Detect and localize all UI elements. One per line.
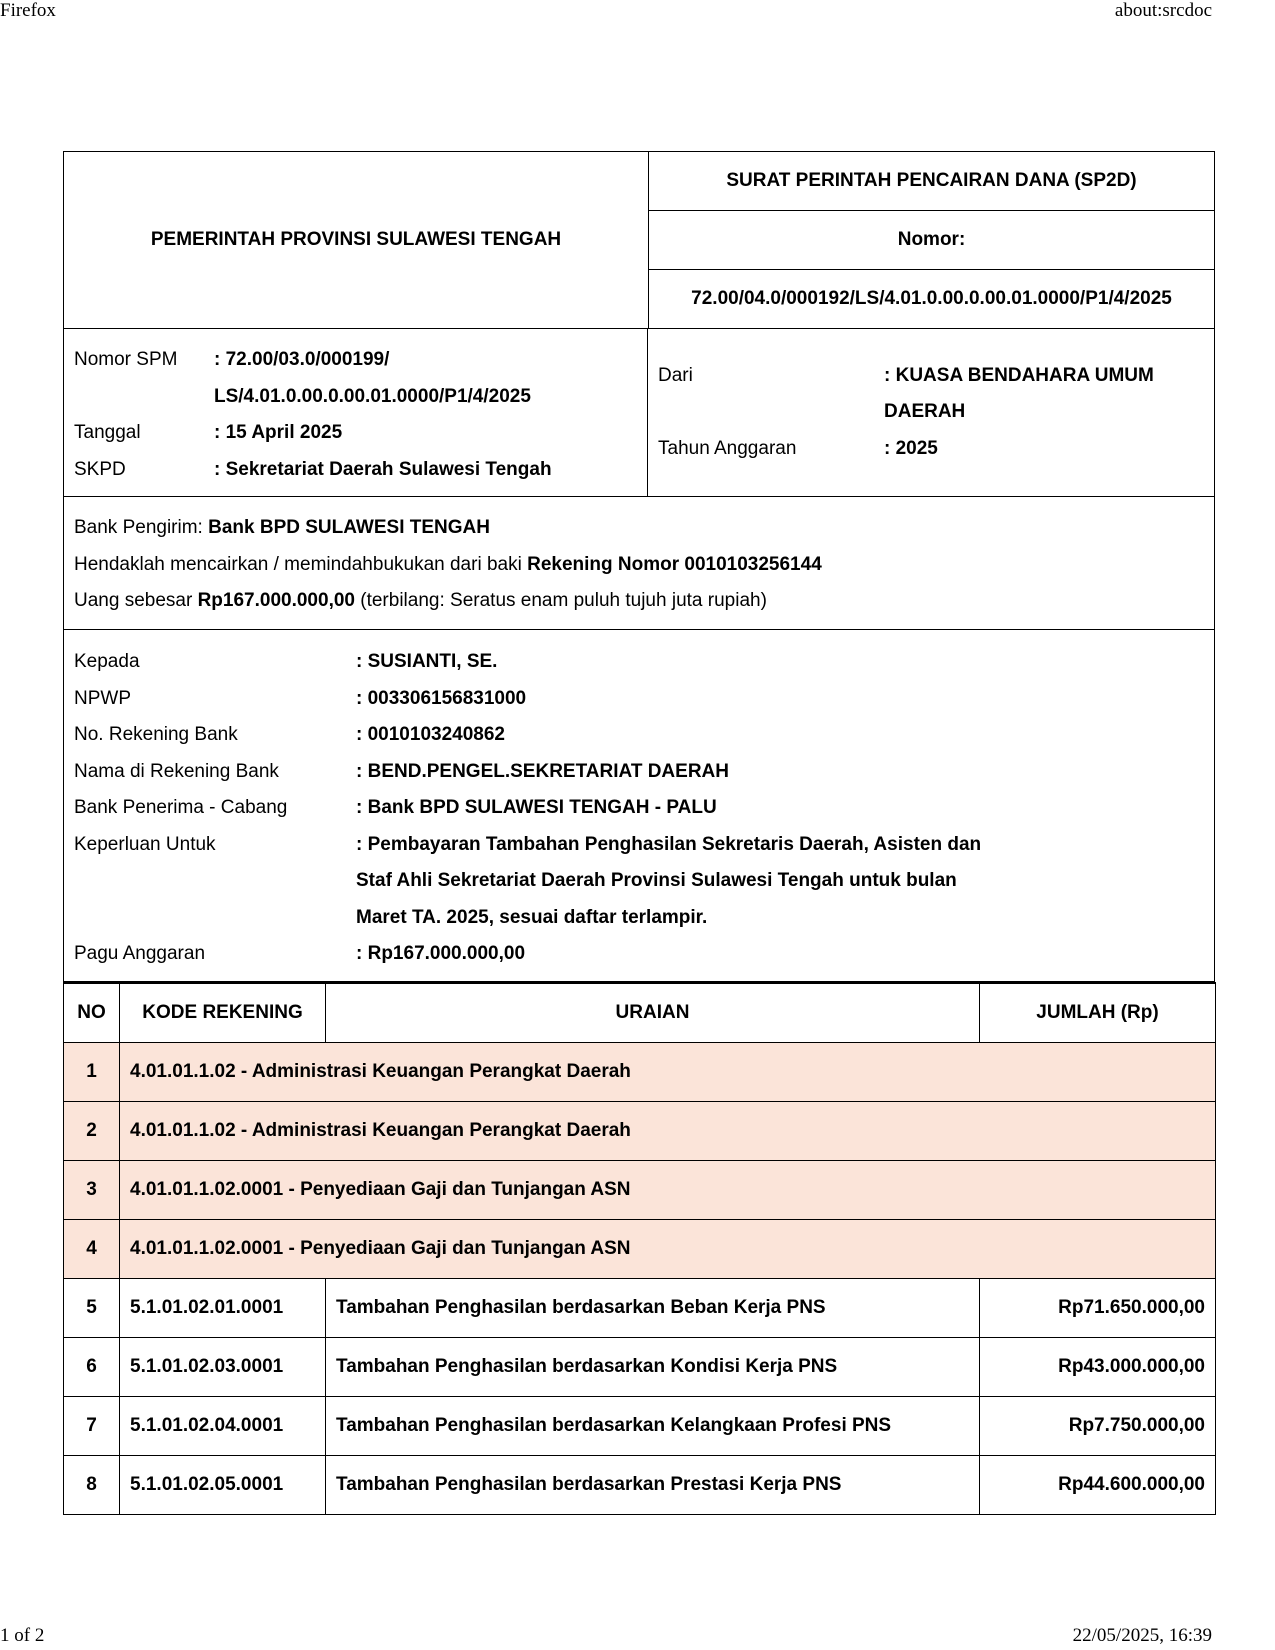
tahun-anggaran-value: : 2025 bbox=[884, 437, 938, 459]
jumlah-cell: Rp71.650.000,00 bbox=[980, 1278, 1216, 1337]
kode-rekening-cell: 5.1.01.02.03.0001 bbox=[120, 1337, 326, 1396]
tanggal-value: : 15 April 2025 bbox=[214, 422, 343, 443]
jumlah-cell: Rp44.600.000,00 bbox=[980, 1455, 1216, 1514]
row-number: 1 bbox=[64, 1042, 120, 1101]
recipient-label: Kepada bbox=[74, 651, 140, 672]
group-description: 4.01.01.1.02 - Administrasi Keuangan Perangkat Daerah bbox=[120, 1101, 1216, 1160]
table-group-row bbox=[64, 1219, 1216, 1278]
instruksi-line bbox=[74, 547, 1204, 584]
table-group-row bbox=[64, 1101, 1216, 1160]
keperluan-row bbox=[74, 827, 1204, 937]
print-timestamp: 22/05/2025, 16:39 bbox=[1072, 1625, 1212, 1646]
recipient-label: Nama di Rekening Bank bbox=[74, 760, 279, 782]
terbilang-text: (terbilang: Seratus enam puluh tujuh juta rupiah) bbox=[354, 590, 767, 611]
skpd-row bbox=[74, 452, 637, 489]
document-header bbox=[63, 151, 1215, 329]
page-url: about:srcdoc bbox=[1114, 0, 1212, 21]
recipient-value: : 0010103240862 bbox=[356, 724, 505, 745]
column-header-no: NO bbox=[64, 983, 120, 1042]
tanggal-label: Tanggal bbox=[74, 422, 141, 443]
table-group-row bbox=[64, 1042, 1216, 1101]
column-header-jumlah: JUMLAH (Rp) bbox=[980, 983, 1216, 1042]
kode-rekening-cell: 5.1.01.02.01.0001 bbox=[120, 1278, 326, 1337]
dari-label: Dari bbox=[658, 364, 693, 386]
spm-info-section bbox=[63, 329, 1215, 497]
group-description: 4.01.01.1.02 - Administrasi Keuangan Perangkat Daerah bbox=[120, 1042, 1216, 1101]
recipient-row bbox=[74, 644, 1204, 681]
pagu-anggaran-label: Pagu Anggaran bbox=[74, 943, 206, 964]
recipient-section bbox=[63, 630, 1215, 982]
recipient-row bbox=[74, 717, 1204, 754]
sp2d-document bbox=[63, 151, 1215, 1515]
spm-number-row bbox=[74, 342, 637, 415]
table-group-row bbox=[64, 1160, 1216, 1219]
document-number-label: Nomor: bbox=[649, 210, 1214, 269]
uraian-cell: Tambahan Penghasilan berdasarkan Prestasi Kerja PNS bbox=[326, 1455, 980, 1514]
recipient-label: Bank Penerima - Cabang bbox=[74, 797, 288, 818]
group-description: 4.01.01.1.02.0001 - Penyediaan Gaji dan Tunjangan ASN bbox=[120, 1160, 1216, 1219]
spm-info-left bbox=[64, 329, 648, 496]
tahun-anggaran-label: Tahun Anggaran bbox=[658, 437, 797, 459]
spm-number-line2: LS/4.01.0.00.0.00.01.0000/P1/4/2025 bbox=[214, 385, 531, 407]
browser-app-name: Firefox bbox=[0, 0, 56, 21]
recipient-value: : SUSIANTI, SE. bbox=[356, 651, 498, 672]
uang-label: Uang sebesar bbox=[74, 590, 198, 611]
row-number: 7 bbox=[64, 1396, 120, 1455]
uraian-cell: Tambahan Penghasilan berdasarkan Kondisi Kerja PNS bbox=[326, 1337, 980, 1396]
table-row bbox=[64, 1455, 1216, 1514]
keperluan-label: Keperluan Untuk bbox=[74, 833, 216, 855]
rekening-sumber: Rekening Nomor 0010103256144 bbox=[527, 553, 822, 575]
bank-pengirim-line bbox=[74, 510, 1204, 547]
row-number: 8 bbox=[64, 1455, 120, 1514]
document-title: SURAT PERINTAH PENCAIRAN DANA (SP2D) bbox=[726, 170, 1137, 191]
uraian-cell: Tambahan Penghasilan berdasarkan Beban Kerja PNS bbox=[326, 1278, 980, 1337]
row-number: 4 bbox=[64, 1219, 120, 1278]
group-description: 4.01.01.1.02.0001 - Penyediaan Gaji dan Tunjangan ASN bbox=[120, 1219, 1216, 1278]
column-header-uraian: URAIAN bbox=[326, 983, 980, 1042]
recipient-label: NPWP bbox=[74, 687, 131, 709]
recipient-row bbox=[74, 790, 1204, 827]
tahun-anggaran-row bbox=[658, 431, 1204, 468]
keperluan-value: : Pembayaran Tambahan Penghasilan Sekretaris Daerah, Asisten dan Staf Ahli Sekretariat Daerah Provinsi Sulawesi Tengah untuk bulan Maret TA. 2025, sesuai daftar terlampir. bbox=[356, 833, 982, 928]
dari-line2: DAERAH bbox=[884, 401, 966, 423]
spm-number-value bbox=[214, 342, 531, 415]
uang-sebesar-line bbox=[74, 583, 1204, 620]
table-header-row bbox=[64, 983, 1216, 1042]
row-number: 2 bbox=[64, 1101, 120, 1160]
recipient-value: : BEND.PENGEL.SEKRETARIAT DAERAH bbox=[356, 760, 729, 782]
recipient-value: : 003306156831000 bbox=[356, 687, 527, 709]
organization-name: PEMERINTAH PROVINSI SULAWESI TENGAH bbox=[64, 152, 649, 328]
recipient-label: No. Rekening Bank bbox=[74, 724, 238, 745]
uang-value: Rp167.000.000,00 bbox=[197, 590, 355, 611]
document-title-block bbox=[649, 152, 1214, 328]
skpd-value: : Sekretariat Daerah Sulawesi Tengah bbox=[214, 458, 552, 480]
row-number: 3 bbox=[64, 1160, 120, 1219]
bank-pengirim-label: Bank Pengirim: bbox=[74, 517, 209, 538]
jumlah-cell: Rp7.750.000,00 bbox=[980, 1396, 1216, 1455]
document-number: 72.00/04.0/000192/LS/4.01.0.00.0.00.01.0000/P1/4/2025 bbox=[649, 269, 1214, 328]
uraian-cell: Tambahan Penghasilan berdasarkan Kelangkaan Profesi PNS bbox=[326, 1396, 980, 1455]
table-row bbox=[64, 1337, 1216, 1396]
table-row bbox=[64, 1396, 1216, 1455]
tanggal-row bbox=[74, 415, 637, 452]
page-indicator: 1 of 2 bbox=[0, 1625, 45, 1646]
column-header-kode-rekening: KODE REKENING bbox=[120, 983, 326, 1042]
pagu-anggaran-row bbox=[74, 936, 1204, 973]
skpd-label: SKPD bbox=[74, 458, 126, 480]
jumlah-cell: Rp43.000.000,00 bbox=[980, 1337, 1216, 1396]
spm-info-right bbox=[648, 329, 1214, 496]
bank-section bbox=[63, 497, 1215, 630]
dari-value bbox=[884, 358, 1154, 431]
recipient-row bbox=[74, 681, 1204, 718]
dari-row bbox=[658, 358, 1204, 431]
spm-number-label: Nomor SPM bbox=[74, 349, 178, 370]
bank-pengirim-value: Bank BPD SULAWESI TENGAH bbox=[208, 517, 490, 538]
spm-number-line1: : 72.00/03.0/000199/ bbox=[214, 349, 390, 370]
pagu-anggaran-value: : Rp167.000.000,00 bbox=[356, 943, 526, 964]
table-row bbox=[64, 1278, 1216, 1337]
instruksi-text: Hendaklah mencairkan / memindahbukukan dari baki bbox=[74, 553, 528, 575]
row-number: 6 bbox=[64, 1337, 120, 1396]
row-number: 5 bbox=[64, 1278, 120, 1337]
dari-line1: : KUASA BENDAHARA UMUM bbox=[884, 364, 1154, 386]
kode-rekening-cell: 5.1.01.02.04.0001 bbox=[120, 1396, 326, 1455]
kode-rekening-cell: 5.1.01.02.05.0001 bbox=[120, 1455, 326, 1514]
items-table bbox=[63, 982, 1216, 1515]
recipient-value: : Bank BPD SULAWESI TENGAH - PALU bbox=[356, 797, 717, 818]
recipient-row bbox=[74, 754, 1204, 791]
